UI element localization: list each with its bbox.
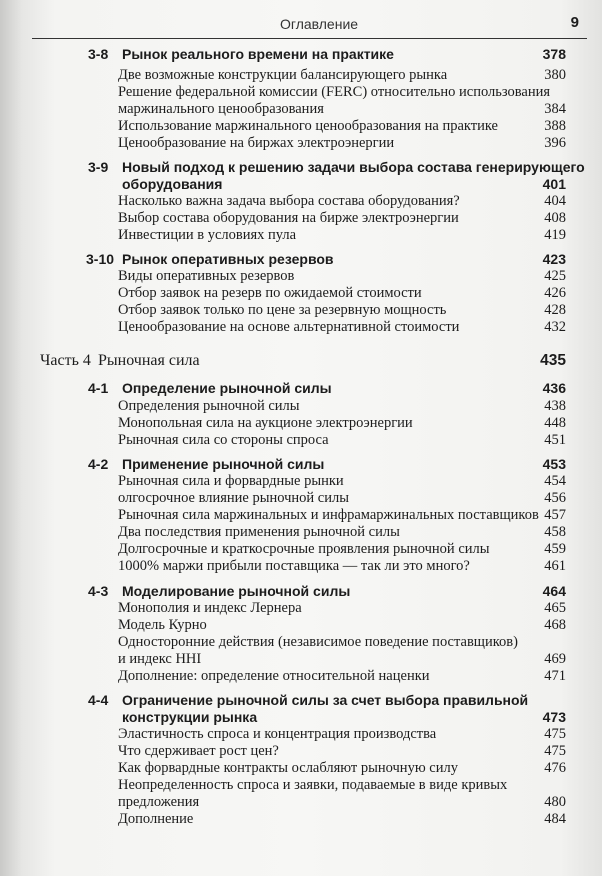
page-number: 425 — [544, 268, 566, 284]
entry-title: 1000% маржи прибыли поставщика — так ли это много? — [118, 558, 470, 574]
section-title: оборудования — [122, 176, 223, 192]
toc-section-row — [0, 46, 602, 63]
toc-entry-row — [0, 135, 602, 152]
section-number: 4-3 — [88, 583, 109, 599]
header-title: Оглавление — [280, 16, 359, 32]
entry-title: Выбор состава оборудования на бирже электроэнергии — [118, 210, 459, 226]
toc-entry-row — [0, 302, 602, 319]
page-number: 484 — [544, 811, 566, 827]
part-label: Часть 4 — [40, 352, 91, 369]
page-number: 384 — [544, 101, 566, 117]
toc-entry-row — [0, 617, 602, 634]
entry-title: Долгосрочные и краткосрочные проявления рыночной силы — [118, 541, 490, 557]
section-title: Новый подход к решению задачи выбора состава генерирующего — [122, 159, 585, 175]
toc-entry-row — [0, 541, 602, 558]
entry-title: Дополнение — [118, 811, 194, 827]
page-number: 396 — [544, 135, 566, 151]
toc-entry-row — [0, 811, 602, 828]
page-number: 408 — [544, 210, 566, 226]
toc-entry-row — [0, 558, 602, 575]
entry-title: Определения рыночной силы — [118, 398, 300, 414]
page-number: 378 — [542, 46, 566, 62]
page-number: 468 — [544, 617, 566, 633]
entry-title: олгосрочное влияние рыночной силы — [118, 490, 349, 506]
section-title: Рынок реального времени на практике — [122, 46, 394, 62]
page-number: 456 — [544, 490, 566, 506]
toc-entry-row — [0, 319, 602, 336]
toc-entry-row — [0, 84, 602, 101]
toc-entry-row — [0, 726, 602, 743]
entry-title: Рыночная сила и форвардные рынки — [118, 473, 344, 489]
entry-title: Два последствия применения рыночной силы — [118, 524, 400, 540]
toc-entry-row — [0, 67, 602, 84]
section-number: 4-1 — [88, 380, 109, 396]
toc-entry-row — [0, 490, 602, 507]
section-title: Применение рыночной силы — [122, 456, 325, 472]
entry-title: предложения — [118, 794, 200, 810]
page-number: 432 — [544, 319, 566, 335]
entry-title: Монопольная сила на аукционе электроэнергии — [118, 415, 413, 431]
part-title: Рыночная сила — [98, 352, 200, 369]
page-number: 465 — [544, 600, 566, 616]
page-number: 423 — [542, 251, 566, 267]
page-number: 419 — [544, 227, 566, 243]
toc-entry-row — [0, 651, 602, 668]
entry-title: Неопределенность спроса и заявки, подаваемые в виде кривых — [118, 777, 508, 793]
toc-entry-row — [0, 285, 602, 302]
entry-title: и индекс HHI — [118, 651, 202, 667]
page-number: 451 — [544, 432, 566, 448]
entry-title: Рыночная сила маржинальных и инфрамаржинальных поставщиков — [118, 507, 539, 523]
toc-section-row — [0, 251, 602, 268]
toc-entry-row — [0, 600, 602, 617]
page-number: 480 — [544, 794, 566, 810]
entry-title: Две возможные конструкции балансирующего рынка — [118, 67, 448, 83]
running-header — [32, 4, 587, 39]
page-number: 426 — [544, 285, 566, 301]
entry-title: Рыночная сила со стороны спроса — [118, 432, 329, 448]
toc-part-row — [0, 352, 602, 369]
toc-entry-row — [0, 794, 602, 811]
toc-entry-row — [0, 210, 602, 227]
toc-entry-row — [0, 101, 602, 118]
entry-title: Дополнение: определение относительной наценки — [118, 668, 430, 684]
page-number: 457 — [544, 507, 566, 523]
section-number: 3-8 — [88, 46, 109, 62]
entry-title: Ценообразование на основе альтернативной стоимости — [118, 319, 460, 335]
toc-section-row — [0, 456, 602, 473]
entry-title: Насколько важна задача выбора состава оборудования? — [118, 193, 460, 209]
toc-entry-row — [0, 398, 602, 415]
entry-title: Отбор заявок только по цене за резервную мощность — [118, 302, 447, 318]
entry-title: Что сдерживает рост цен? — [118, 743, 279, 759]
section-title: Моделирование рыночной силы — [122, 583, 351, 599]
toc-section-row — [0, 583, 602, 600]
page-number: 453 — [542, 456, 566, 472]
page-number: 448 — [544, 415, 566, 431]
page-number: 404 — [544, 193, 566, 209]
section-number: 3-10 — [86, 251, 115, 267]
toc-entry-row — [0, 268, 602, 285]
page-number: 473 — [542, 709, 566, 725]
toc-entry-row — [0, 709, 602, 726]
toc-entry-row — [0, 176, 602, 193]
toc-entry-row — [0, 760, 602, 777]
entry-title: Отбор заявок на резерв по ожидаемой стоимости — [118, 285, 422, 301]
toc-entry-row — [0, 743, 602, 760]
entry-title: Использование маржинального ценообразования на практике — [118, 118, 498, 134]
page-number: 428 — [544, 302, 566, 318]
section-title: Ограничение рыночной силы за счет выбора правильной — [122, 692, 529, 708]
page-number: 475 — [544, 743, 566, 759]
page-number: 458 — [544, 524, 566, 540]
page-number: 469 — [544, 651, 566, 667]
entry-title: Виды оперативных резервов — [118, 268, 295, 284]
page-number: 438 — [544, 398, 566, 414]
toc-entry-row — [0, 473, 602, 490]
toc-entry-row — [0, 118, 602, 135]
toc-entry-row — [0, 634, 602, 651]
toc-entry-row — [0, 432, 602, 449]
toc-entry-row — [0, 507, 602, 524]
page-number: 459 — [544, 541, 566, 557]
toc-entry-row — [0, 193, 602, 210]
toc-entry-row — [0, 777, 602, 794]
page-number: 435 — [540, 352, 566, 369]
toc-entry-row — [0, 524, 602, 541]
page-number: 475 — [544, 726, 566, 742]
page-number: 454 — [544, 473, 566, 489]
section-number: 4-2 — [88, 456, 109, 472]
page-number: 461 — [544, 558, 566, 574]
entry-title: Эластичность спроса и концентрация производства — [118, 726, 437, 742]
page-number: 401 — [542, 176, 566, 192]
page-number: 380 — [544, 67, 566, 83]
page-number: 471 — [544, 668, 566, 684]
page-number: 476 — [544, 760, 566, 776]
toc-entry-row — [0, 415, 602, 432]
section-number: 3-9 — [88, 159, 109, 175]
toc-entry-row — [0, 668, 602, 685]
toc-entry-row — [0, 227, 602, 244]
section-number: 4-4 — [88, 692, 109, 708]
entry-title: маржинального ценообразования — [118, 101, 324, 117]
entry-title: Инвестиции в условиях пула — [118, 227, 297, 243]
entry-title: Монополия и индекс Лернера — [118, 600, 302, 616]
entry-title: Ценообразование на биржах электроэнергии — [118, 135, 395, 151]
section-title: конструкции рынка — [122, 709, 258, 725]
page-number: 436 — [542, 380, 566, 396]
page-number: 464 — [542, 583, 566, 599]
entry-title: Модель Курно — [118, 617, 207, 633]
page-number: 388 — [544, 118, 566, 134]
entry-title: Как форвардные контракты ослабляют рыночную силу — [118, 760, 458, 776]
section-title: Определение рыночной силы — [122, 380, 332, 396]
entry-title: Односторонние действия (независимое поведение поставщиков) — [118, 634, 518, 650]
entry-title: Решение федеральной комиссии (FERC) относительно использования — [118, 84, 551, 100]
toc-section-row — [0, 380, 602, 397]
toc-section-row — [0, 692, 602, 709]
header-page-number: 9 — [570, 14, 579, 31]
toc-section-row — [0, 159, 602, 176]
section-title: Рынок оперативных резервов — [122, 251, 334, 267]
